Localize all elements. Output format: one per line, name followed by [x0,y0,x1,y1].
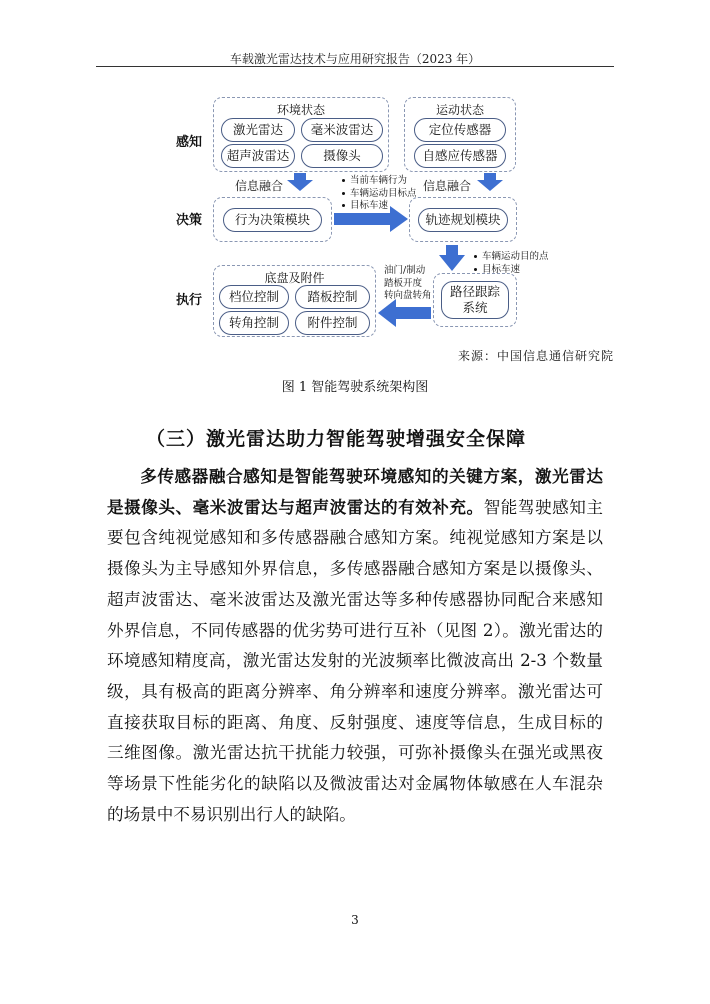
architecture-diagram [0,0,710,360]
self-sensing-sensor-pill: 自感应传感器 [414,144,506,168]
control-note: 转向盘转角 [384,290,432,301]
control-note: 踏板开度 [384,277,423,289]
fusion-label-left: 信息融合 [235,179,284,193]
diagram-arrows [0,0,710,360]
mmwave-radar-pill: 毫米波雷达 [301,118,383,142]
camera-pill: 摄像头 [301,144,383,168]
positioning-sensor-pill: 定位传感器 [414,118,506,142]
behavior-decision-module: 行为决策模块 [223,208,322,232]
figure-caption: 图 1 智能驾驶系统架构图 [281,380,429,395]
fusion-label-right: 信息融合 [423,179,472,193]
gear-control-pill: 档位控制 [219,285,289,309]
pedal-control-pill: 踏板控制 [295,285,370,309]
motion-state-title: 运动状态 [435,103,484,117]
environment-state-title: 环境状态 [276,103,325,117]
page-header: 车载激光雷达技术与应用研究报告（2023 年） [229,52,481,66]
figure-source: 来源：中国信息通信研究院 [457,349,614,363]
decision-note: 目标车速 [342,200,417,213]
section-heading: （三）激光雷达助力智能驾驶增强安全保障 [146,428,527,450]
row-label-perception: 感知 [176,135,203,150]
decision-note: 当前车辆行为 [342,175,417,188]
lidar-pill: 激光雷达 [221,118,295,142]
bold-lead: 多传感器融合感知是智能驾驶环境感知的关键方案，激光雷达是摄像头、毫米波雷达与超声波雷达的有效补充。 [107,467,603,517]
body-paragraph [107,462,603,830]
page-number: 3 [351,913,359,927]
chassis-title: 底盘及附件 [264,271,325,285]
arrow-right-decision [334,206,408,232]
arrow-down-trajectory [439,245,465,271]
arrow-down-right [477,173,503,191]
decision-note: 车辆运动目标点 [342,188,417,201]
trajectory-note: 车辆运动目的点 [474,251,549,264]
control-note: 油门/制动 [384,265,426,276]
path-tracking-label-1: 路径跟踪 [449,284,500,299]
accessory-control-pill: 附件控制 [295,311,370,335]
arrow-down-left [287,173,313,191]
body-text: 智能驾驶感知主要包含纯视觉感知和多传感器融合感知方案。纯视觉感知方案是以摄像头为主导感知外界信息，多传感器融合感知方案是以摄像头、超声波雷达、毫米波雷达及激光雷达等多种传感器协同配合来感知外界信息，不同传感器的优劣势可进行互补（见图 2）。激光雷达的环境感知精度高，激光雷达发射的光波频率比微波高出 2-3 个数量级，具有极高的距离分辨率、角分辨率和速度分辨率。激光雷达可直接获取目标的距离、角度、反射强度、速度等信息，生成目标的三维图像。激光雷达抗干扰能力较强，可弥补摄像头在强光或黑夜等场景下性能劣化的缺陷以及微波雷达对金属物体敏感在人车混杂的场景中不易识别出行人的缺陷。 [107,497,604,824]
trajectory-note: 目标车速 [474,264,549,277]
trajectory-planning-module: 轨迹规划模块 [418,208,508,232]
steering-control-pill: 转角控制 [219,311,289,335]
ultrasonic-radar-pill: 超声波雷达 [221,144,295,168]
arrow-left-control [378,299,431,327]
row-label-execution: 执行 [176,293,203,308]
path-tracking-label-2: 系统 [462,300,488,315]
row-label-decision: 决策 [176,213,203,228]
